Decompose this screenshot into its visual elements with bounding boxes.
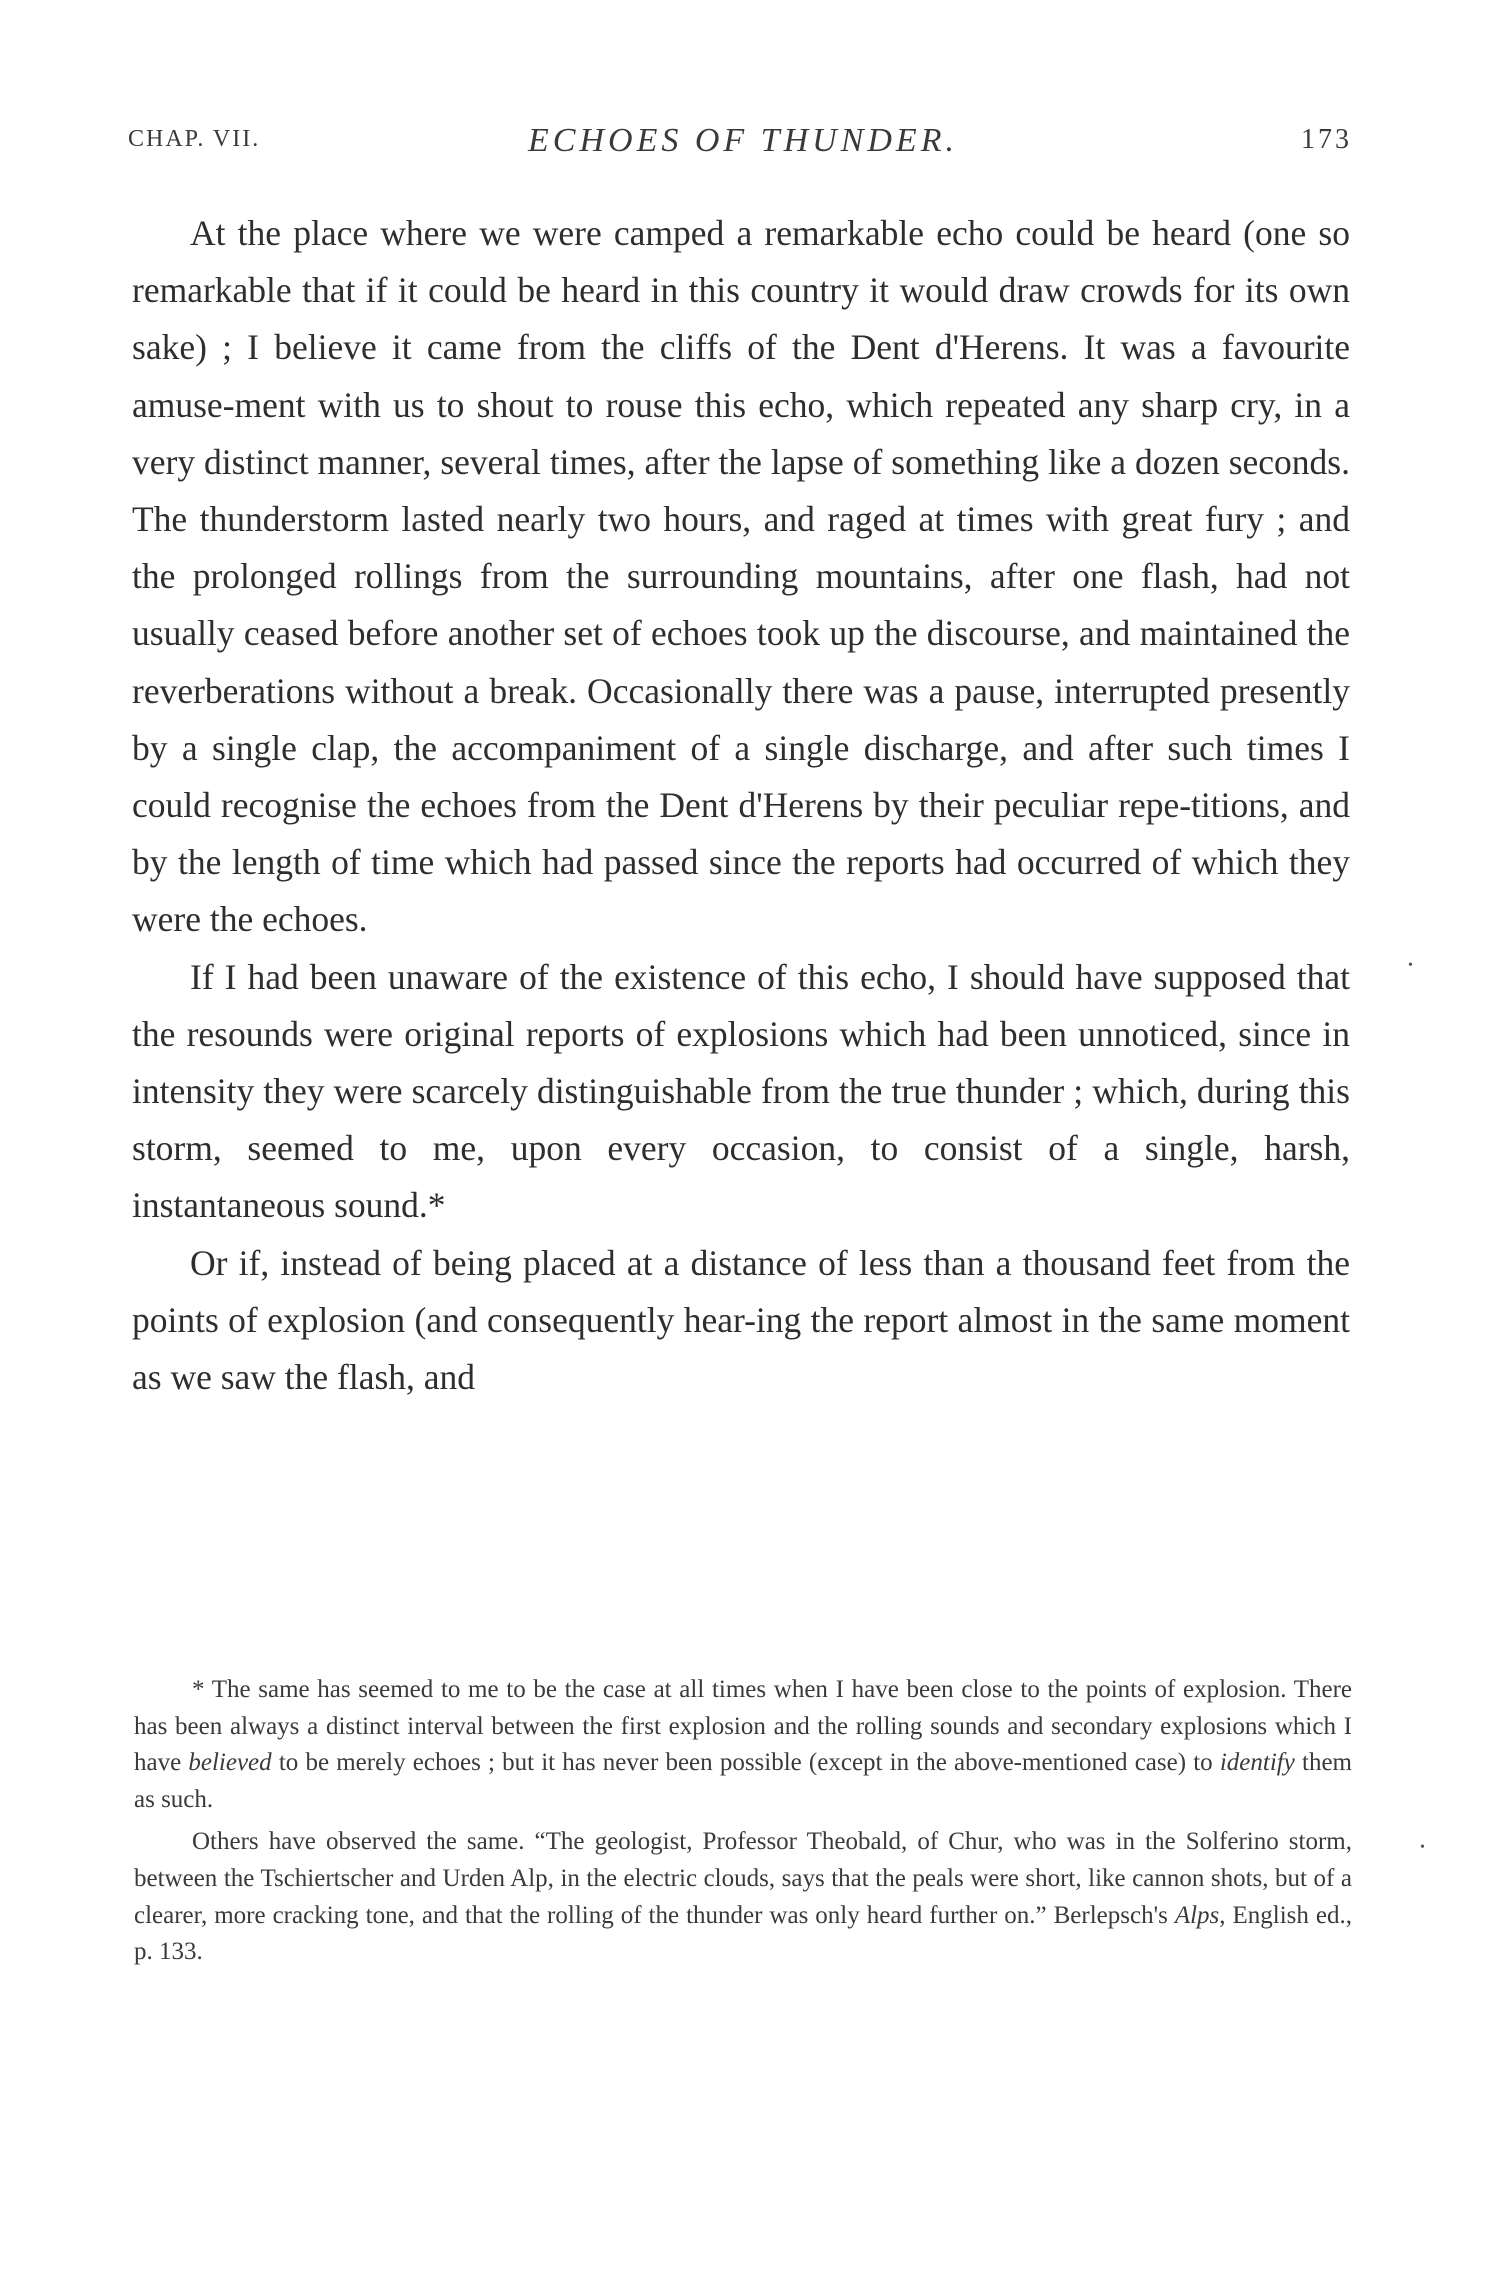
paragraph: If I had been unaware of the existence of this echo, I should have supposed that the resounds were original reports of explosions which had been unnoticed, since in intensity they were scarcely distinguishable from the true thunder ; which, during this storm, seemed to me, upon every occasion, to consist of a single, harsh, instantaneous sound.* (132, 956, 1350, 1226)
footnote-text: * The same has seemed to me to be the case at all times when I have been close to the points of explosion. There has been always a distinct interval between the first explosion and the rolling sounds and secondary explosions which I have (134, 1676, 1352, 1777)
footnote-text: them as such. (134, 1749, 1352, 1813)
main-text (132, 205, 1350, 1406)
footnote (134, 1824, 1352, 1970)
print-speck: • (1420, 1840, 1425, 1855)
page-number: 173 (1301, 124, 1352, 155)
paragraph: Or if, instead of being placed at a distance of less than a thousand feet from the points of explosion (and consequently hear-ing the report almost in the same moment as we saw the flash, and (132, 1242, 1350, 1398)
footnote-text: to be merely echoes ; but it has never been possible (except in the above-mentioned case) to (271, 1749, 1220, 1777)
chapter-label: CHAP. VII. (128, 126, 261, 152)
footnote-italic: Alps (1174, 1901, 1220, 1929)
running-title: ECHOES OF THUNDER. (528, 122, 958, 159)
footnote-text: Others have observed the same. “The geologist, Professor Theobald, of Chur, who was in the Solferino storm, between the Tschiertscher and Urden Alp, in the electric clouds, says that the peals were short, like cannon shots, but of a clearer, more cracking tone, and that the rolling of the thunder was only heard further on.” Berlepsch's (134, 1828, 1352, 1929)
footnote-text: , English ed., p. 133. (134, 1901, 1352, 1966)
footnote-italic: identify (1219, 1749, 1295, 1777)
running-header (128, 122, 1352, 162)
footnote-italic: believed (188, 1749, 272, 1777)
paragraph: At the place where we were camped a remarkable echo could be heard (one so remarkable that if it could be heard in this country it would draw crowds for its own sake) ; I believe it came from the cliffs of the Dent d'Herens. It was a favourite amuse-ment with us to shout to rouse this echo, which repeated any sharp cry, in a very distinct manner, several times, after the lapse of something like a dozen seconds. The thunderstorm lasted nearly two hours, and raged at times with great fury ; and the prolonged rollings from the surrounding mountains, after one flash, had not usually ceased before another set of echoes took up the discourse, and maintained the reverberations without a break. Occasionally there was a pause, interrupted presently by a single clap, the accompaniment of a single discharge, and after such times I could recognise the echoes from the Dent d'Herens by their peculiar repe-titions, and by the length of time which had passed since the reports had occurred of which they were the echoes. (132, 213, 1350, 940)
print-speck: • (1408, 958, 1413, 973)
footnote (134, 1672, 1352, 1818)
footnotes (134, 1672, 1352, 1971)
